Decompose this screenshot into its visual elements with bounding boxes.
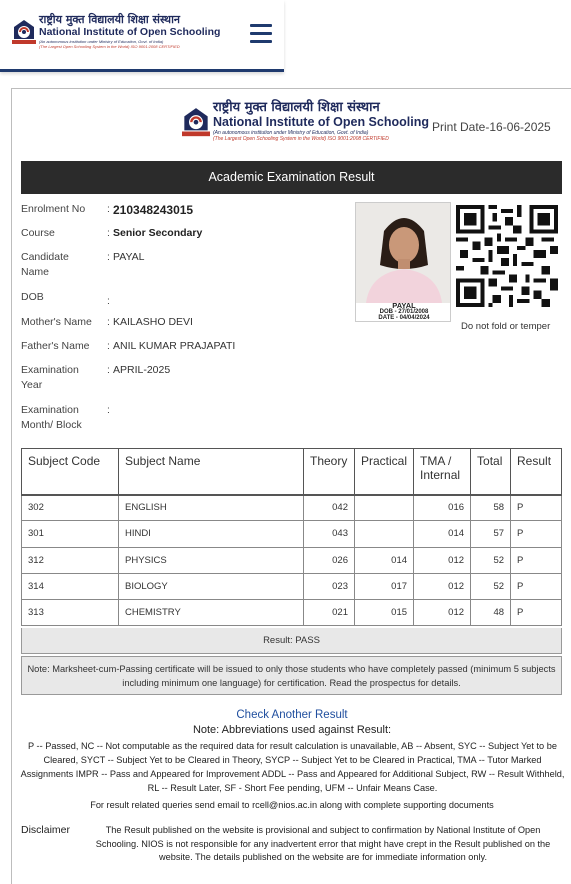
- cell-subject-name: HINDI: [119, 521, 304, 547]
- cell-theory: 023: [304, 573, 355, 599]
- cell-subject-code: 314: [22, 573, 119, 599]
- field-label: Examination Month/ Block: [21, 404, 82, 431]
- fold-note: Do not fold or temper: [461, 321, 551, 332]
- overall-result: Result: PASS: [21, 628, 562, 654]
- col-subject-name: Subject Name: [119, 449, 304, 495]
- table-row: [22, 495, 562, 521]
- card-logo-hindi-title: राष्ट्रीय मुक्त विद्यालयी शिक्षा संस्थान: [213, 100, 380, 115]
- result-card: [11, 88, 571, 884]
- cell-subject-code: 302: [22, 495, 119, 521]
- field-value: Senior Secondary: [113, 227, 203, 239]
- cell-result: P: [511, 600, 562, 626]
- cell-tma-internal: 014: [414, 521, 471, 547]
- queries-note: For result related queries send email to rcell@nios.ac.in along with complete supporting documents: [90, 800, 494, 810]
- candidate-info: Enrolment No : 210348243015 Course : Senior Secondary Candidate Name : PAYAL DOB : Mother's Name : KAILASHO DEVI Father's Name : ANIL KUMAR PRAJAPATI Examination Year : APRIL-2025 Examination Month/ Block :: [21, 203, 236, 431]
- cell-subject-code: 301: [22, 521, 119, 547]
- field-value: APRIL-2025: [113, 364, 171, 376]
- card-logo-subtitle: (An autonomous institution under Ministry of Education, Govt. of India): [213, 129, 369, 136]
- certificate-note: Note: Marksheet-cum-Passing certificate will be issued to only those students who have completely passed (minimum 5 subjects including minimum one language) for certification. Read the prospectus for details.: [21, 656, 562, 695]
- result-title-bar: Academic Examination Result: [21, 161, 562, 194]
- logo-hindi-title: राष्ट्रीय मुक्त विद्यालयी शिक्षा संस्थान: [39, 13, 181, 26]
- cell-subject-name: PHYSICS: [119, 547, 304, 573]
- cell-tma-internal: 012: [414, 600, 471, 626]
- field-label: DOB: [21, 291, 44, 303]
- field-label: Candidate Name: [21, 251, 69, 278]
- cell-practical: [355, 495, 414, 521]
- cell-total: 57: [471, 521, 511, 547]
- cell-practical: 014: [355, 547, 414, 573]
- cell-total: 48: [471, 600, 511, 626]
- marks-table: [21, 448, 562, 626]
- disclaimer-text: The Result published on the website is provisional and subject to confirmation by National Institute of Open Schooling. NIOS is not responsible for any inadvertent error that might have crept in the Result published on the website. The details published on the website are for immediate information only.: [95, 825, 551, 862]
- cell-theory: 042: [304, 495, 355, 521]
- nios-logo[interactable]: [12, 14, 220, 49]
- cell-total: 58: [471, 495, 511, 521]
- field-value: ANIL KUMAR PRAJAPATI: [113, 340, 236, 352]
- table-row: [22, 547, 562, 573]
- cell-result: P: [511, 521, 562, 547]
- site-header: [0, 0, 284, 72]
- field-value: 210348243015: [113, 203, 194, 217]
- cell-tma-internal: 016: [414, 495, 471, 521]
- col-result: Result: [511, 449, 562, 495]
- field-label: Course: [21, 227, 55, 239]
- field-label: Mother's Name: [21, 316, 92, 328]
- table-row: [22, 573, 562, 599]
- cell-theory: 021: [304, 600, 355, 626]
- cell-theory: 043: [304, 521, 355, 547]
- col-subject-code: Subject Code: [22, 449, 119, 495]
- hamburger-menu-icon[interactable]: [250, 24, 272, 44]
- table-header-row: [22, 449, 562, 495]
- qr-code: [456, 205, 558, 307]
- cell-tma-internal: 012: [414, 547, 471, 573]
- abbreviations-title: Note: Abbreviations used against Result:: [192, 724, 392, 736]
- cell-result: P: [511, 547, 562, 573]
- cell-practical: [355, 521, 414, 547]
- cell-total: 52: [471, 573, 511, 599]
- logo-subtitle: (An autonomous institution under Ministry of Education, Govt. of India): [39, 38, 164, 44]
- nios-emblem-icon: [12, 18, 36, 44]
- col-practical: Practical: [355, 449, 414, 495]
- cell-practical: 017: [355, 573, 414, 599]
- cell-subject-name: BIOLOGY: [119, 573, 304, 599]
- card-nios-logo: [182, 101, 429, 142]
- field-value: PAYAL: [113, 251, 145, 263]
- print-date: Print Date-16-06-2025: [432, 120, 551, 134]
- check-another-result-link[interactable]: Check Another Result: [236, 709, 348, 721]
- cell-tma-internal: 012: [414, 573, 471, 599]
- logo-tagline: (The Largest Open Schooling System in the World) ISO 9001:2008 CERTIFIED: [39, 43, 180, 49]
- field-label: Enrolment No: [21, 203, 86, 215]
- cell-result: P: [511, 573, 562, 599]
- cell-result: P: [511, 495, 562, 521]
- col-theory: Theory: [304, 449, 355, 495]
- cell-subject-code: 312: [22, 547, 119, 573]
- field-label: Father's Name: [21, 340, 90, 352]
- table-row: [22, 600, 562, 626]
- photo-caption-name: PAYAL: [392, 301, 416, 310]
- field-value: KAILASHO DEVI: [113, 316, 193, 328]
- logo-english-title: National Institute of Open Schooling: [39, 26, 221, 38]
- cell-subject-name: ENGLISH: [119, 495, 304, 521]
- col-total: Total: [471, 449, 511, 495]
- disclaimer-label: Disclaimer: [21, 824, 71, 836]
- cell-subject-code: 313: [22, 600, 119, 626]
- cell-subject-name: CHEMISTRY: [119, 600, 304, 626]
- card-logo-english-title: National Institute of Open Schooling: [213, 115, 429, 129]
- candidate-photo: [355, 202, 451, 322]
- col-tma-internal: TMA / Internal: [414, 449, 471, 495]
- table-row: [22, 521, 562, 547]
- cell-theory: 026: [304, 547, 355, 573]
- abbreviations-text: P -- Passed, NC -- Not computable as the required data for result calculation is unavailable, AB -- Absent, SYC -- Subject Yet to be Cleared, SYCT -- Subject Yet to be Cleared in Theory, SYCP -- Subject Yet to be Cleared in Practical, TMA -- Tutor Marked Assignments IMPR -- Pass and Appeared for Improvement ADDL -- Pass and Appeared for Additional Subject, RW -- Result Withheld, RL -- Result Later, SF - Short Fee pending, UFM -- Unfair Means Case.: [20, 741, 565, 793]
- nios-emblem-icon: [182, 105, 210, 137]
- photo-caption-dob: DOB - 27/01/2008: [379, 309, 429, 315]
- cell-total: 52: [471, 547, 511, 573]
- cell-practical: 015: [355, 600, 414, 626]
- card-logo-tagline: (The Largest Open Schooling System in the World) ISO 9001:2008 CERTIFIED: [213, 135, 389, 142]
- field-label: Examination Year: [21, 364, 79, 391]
- photo-caption-date: DATE - 04/04/2024: [378, 315, 430, 321]
